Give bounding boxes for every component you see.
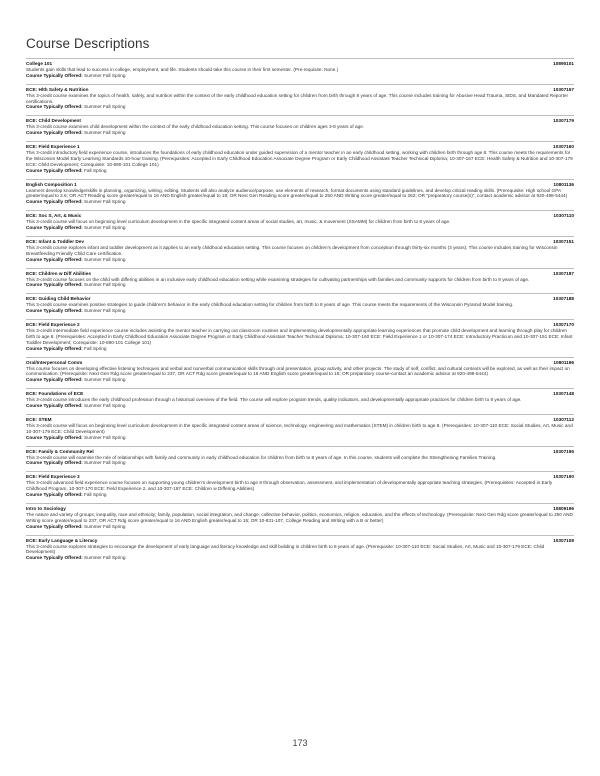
course-entry (26, 179, 574, 206)
course-description: This 3-credit course will focus on beginning level curriculum development in the specific integrated content areas of social studies, art, music, & movement (SSAMM) for children from birth to 8 years of age. (26, 219, 451, 225)
course-entry (26, 115, 574, 136)
offered-label: Course Typically Offered: (26, 256, 83, 262)
course-description: This 3-credit course examines the topics of health, safety, and nutrition within the context of the early childhood education setting for children from birth through 8 years of age. This course includes training for Abusive Head Trauma, SIDS, and Mandated Reporter certifications. (26, 92, 569, 104)
course-name: Intro to Sociology (26, 505, 66, 511)
course-entry (26, 388, 574, 409)
course-name: ECE: STEM (26, 416, 52, 422)
course-name: English Composition 1 (26, 181, 77, 187)
offered-label: Course Typically Offered: (26, 523, 83, 529)
course-offered (26, 524, 574, 530)
course-entry (26, 58, 574, 79)
course-name: ECE: Soc S, Art, & Music (26, 213, 82, 219)
course-code: 10307167 (553, 86, 574, 92)
course-name: ECE: Early Language & Literacy (26, 537, 98, 543)
offered-label: Course Typically Offered: (26, 377, 83, 383)
course-code: 10307195 (553, 448, 574, 454)
offered-label: Course Typically Offered: (26, 224, 83, 230)
course-name: ECE: Hlth Safety & Nutrition (26, 86, 89, 92)
course-description: Students gain skills that lead to success in college, employment, and life. Students should take this course in their first semester. (Pre-requisite: None.) (26, 67, 339, 72)
course-name: ECE: Family & Community Rel (26, 448, 94, 454)
course-description: This 3-credit intermediate field experience course includes assisting the mentor teacher in carrying out classroom routines and implementing developmentally appropriate learning experiences that promote child development and learning through play for children birth to age 8. (Prerequisites: Accepted in Early Childhood Education Associate Degree Program or Early Childhood Assistant Teacher Technical Diploma; 10-307-160 ECE: Field Experience 1 or 10-307-174 ECE: Introductory Practicum and 10-307-151 ECE: Infant Toddler Development; Corequisite: 10-890-101 College 101) (26, 328, 573, 345)
offered-terms: Summer Fall Spring (84, 282, 126, 288)
course-name: ECE: Guiding Child Behavior (26, 296, 91, 302)
course-name: ECE: Field Experience 2 (26, 322, 80, 328)
course-name: College 101 (26, 61, 53, 66)
course-description: This 3-credit course examines child development within the context of the early childhood education setting. This course focuses on children ages 3-8 years of age. (26, 124, 365, 130)
offered-label: Course Typically Offered: (26, 167, 83, 173)
course-code: 10307160 (553, 144, 574, 150)
course-description: This 3-credit course explores infant and toddler development as it applies to an early childhood education setting. This course focuses on children's development from conception through thirty-six months (3 years). This course includes training for Wisconsin Breastfeeding Friendly Child Care certification. (26, 244, 558, 256)
course-entry (26, 210, 574, 231)
course-code: 10307170 (553, 322, 574, 328)
offered-terms: Summer Fall Spring (84, 460, 126, 466)
offered-terms: Summer Fall Spring (84, 308, 126, 314)
offered-label: Course Typically Offered: (26, 308, 83, 314)
course-offered (26, 225, 574, 231)
course-entry (26, 293, 574, 314)
offered-terms: Summer Fall Spring (84, 402, 126, 408)
offered-label: Course Typically Offered: (26, 104, 83, 110)
course-description: This 3-credit course focuses on the child with differing abilities in an inclusive early childhood education setting while examining strategies for cultivating partnerships with families and community supports for children from birth to 8 years of age. (26, 276, 530, 282)
course-name: ECE: Infant & Toddler Dev (26, 238, 84, 244)
course-offered (26, 308, 574, 314)
course-description: This 3-credit course will examine the role of relationships with family and community in early childhood education for children from birth to 8 years of age. In this course, students will complete the Strengthening Families Training. (26, 454, 497, 460)
course-entry (26, 446, 574, 467)
course-entry (26, 141, 574, 173)
offered-terms: Fall Spring (84, 167, 107, 173)
course-offered (26, 73, 574, 79)
offered-terms: Summer Fall Spring (84, 434, 126, 440)
course-code: 10307112 (553, 416, 574, 422)
course-offered (26, 130, 574, 136)
course-entry (26, 84, 574, 111)
course-code: 10801196 (553, 359, 574, 365)
offered-label: Course Typically Offered: (26, 199, 83, 205)
course-offered (26, 555, 574, 561)
course-entry (26, 414, 574, 441)
course-code: 10307187 (553, 270, 574, 276)
page-title: Course Descriptions (26, 36, 150, 51)
course-code: 10307108 (553, 537, 574, 543)
offered-label: Course Typically Offered: (26, 282, 83, 288)
course-code: 10307190 (553, 474, 574, 480)
offered-terms: Summer Fall Spring (84, 523, 126, 529)
course-code: 10307151 (553, 238, 574, 244)
offered-label: Course Typically Offered: (26, 460, 83, 466)
course-name: ECE: Child Development (26, 118, 81, 124)
offered-label: Course Typically Offered: (26, 555, 83, 561)
offered-label: Course Typically Offered: (26, 72, 83, 78)
course-code: 10307148 (553, 391, 574, 397)
course-name: ECE: Children w Diff Abilities (26, 270, 91, 276)
course-offered (26, 377, 574, 383)
offered-label: Course Typically Offered: (26, 402, 83, 408)
course-offered (26, 199, 574, 205)
course-entry (26, 236, 574, 263)
course-code: 10307179 (553, 118, 574, 124)
course-offered (26, 460, 574, 466)
offered-terms: Summer Fall Spring (84, 224, 126, 230)
course-list (26, 58, 574, 566)
course-code: 10801136 (553, 181, 574, 187)
course-name: Oral/Interpersonal Comm (26, 359, 83, 365)
offered-terms: Summer Fall Spring (84, 377, 126, 383)
course-code: 10809196 (553, 505, 574, 511)
course-entry (26, 535, 574, 562)
course-offered (26, 168, 574, 174)
course-description: This course focuses on developing effective listening techniques and verbal and nonverbal communication skills through oral presentation, group activity, and other projects. The study of self, conflict, and cultural contexts will be explored, as well as their impact on communication. (Prerequisite: Next Gen Rdg score greater/equal to 237, OR ACT Rdg score greater/equal to 16 AND English score greater/equal to 16; OR preparatory course-contact an academic advisor at 920-498-5444) (26, 365, 570, 377)
course-code: 10890101 (553, 61, 574, 66)
course-offered (26, 435, 574, 441)
course-description: This 3-credit introductory field experience course, introduces the foundations of early childhood education under guided supervision of a mentor teacher in an early childhood setting, working with children birth through age 8. This course meets the requirements for the Wisconsin Model Early Learning Standards 10-hour training. (Prerequisites: Accepted in Early Childhood Education Associate Degree Program or Early Childhood Assistant Teacher Technical Diploma; 10-307-167 ECE: Health Safety & Nutrition and 10-307-179 ECE: Child Development; Corequisite: 10-890-101 College 101) (26, 150, 573, 167)
offered-label: Course Typically Offered: (26, 491, 83, 497)
course-entry (26, 503, 574, 530)
offered-terms: Fall Spring (84, 345, 107, 351)
course-code: 10307110 (553, 213, 574, 219)
offered-terms: Fall Spring (84, 491, 107, 497)
course-name: ECE: Field Experience 1 (26, 144, 80, 150)
offered-terms: Summer Fall Spring (84, 555, 126, 561)
course-offered (26, 346, 574, 352)
course-description: The nature and variety of groups; inequality, race and ethnicity; family, population, social integration, and change; collective behavior, politics, economics, religion, education, and the effects of technology. (Prerequisite: Next Gen Rdg score greater/equal to 250 AND Writing score greater/equal to 237; OR ACT Rdg score greater/equal to 16 AND English greater/equal to 15; OR 10-831-107, College Reading and Writing with a B or better) (26, 511, 573, 523)
course-offered (26, 492, 574, 498)
course-entry (26, 319, 574, 351)
offered-terms: Summer Fall Spring (84, 104, 126, 110)
course-offered (26, 104, 574, 110)
offered-terms: Summer Fall Spring (84, 199, 126, 205)
course-description: This 3-credit course explores strategies to encourage the development of early language and literacy knowledge and skill building in children birth to 8 years of age. (Prerequisite: 10-307-110 ECE: Social Studies, Art, Music and 10-307-179 ECE: Child Development) (26, 543, 545, 555)
course-code: 10307188 (553, 296, 574, 302)
page-number: 173 (292, 738, 308, 748)
course-offered (26, 282, 574, 288)
offered-terms: Summer Fall Spring (84, 256, 126, 262)
course-offered (26, 257, 574, 263)
offered-terms: Summer Fall Spring (84, 72, 126, 78)
course-description: This 3-credit advanced field experience course focuses on supporting young children's development birth to age 8 through observation, assessment, and implementation of developmentally appropriate teaching strategies. (Prerequisites: Accepted in Early Childhood Program, 10-307-170 ECE: Field Experience 2, and 10-307-187 ECE: Children w Differing Abilities) (26, 480, 553, 492)
course-description: This 3-credit course will focus on beginning level curriculum development in the specific integrated content areas of science, technology, engineering and mathematics (STEM) in children birth to age 8. (Prerequisites: 10-307-110 ECE: Social Studies, Art, Music and 10-307-179 ECE: Child Development) (26, 422, 573, 434)
course-entry (26, 471, 574, 498)
course-entry (26, 357, 574, 384)
course-name: ECE: Field Experience 3 (26, 474, 80, 480)
course-description: This 3-credit course introduces the early childhood profession through a historical overview of the field. The course will explore program trends, quality indicators, and developmentally appropriate practices for children birth to 8 years of age. (26, 397, 522, 403)
course-name: ECE: Foundations of ECE (26, 391, 84, 397)
course-offered (26, 403, 574, 409)
course-entry (26, 268, 574, 289)
offered-label: Course Typically Offered: (26, 130, 83, 136)
course-description: Learners develop knowledge/skills in planning, organizing, writing, editing. Students will also analyze audience/purpose, use elements of research, format documents using standard guidelines, and develop critical reading skills. (Prerequisite: High school GPA greater/equal to 2.6; OR ACT Reading score greater/equal to 16 AND English greater/equal to 18; OR Next Gen Reading score greater/equal to 250 AND Writing score greater/equal to 262; OR "preparatory course(s)", contact academic advisor at 920-498-5444) (26, 187, 568, 199)
offered-terms: Summer Fall Spring (84, 130, 126, 136)
offered-label: Course Typically Offered: (26, 434, 83, 440)
course-description: This 3-credit course examines positive strategies to guide children's behavior in the early childhood education setting for children from birth to 8 years of age. This course meets the requirements of the Wisconsin Pyramid Model training. (26, 302, 514, 308)
offered-label: Course Typically Offered: (26, 345, 83, 351)
